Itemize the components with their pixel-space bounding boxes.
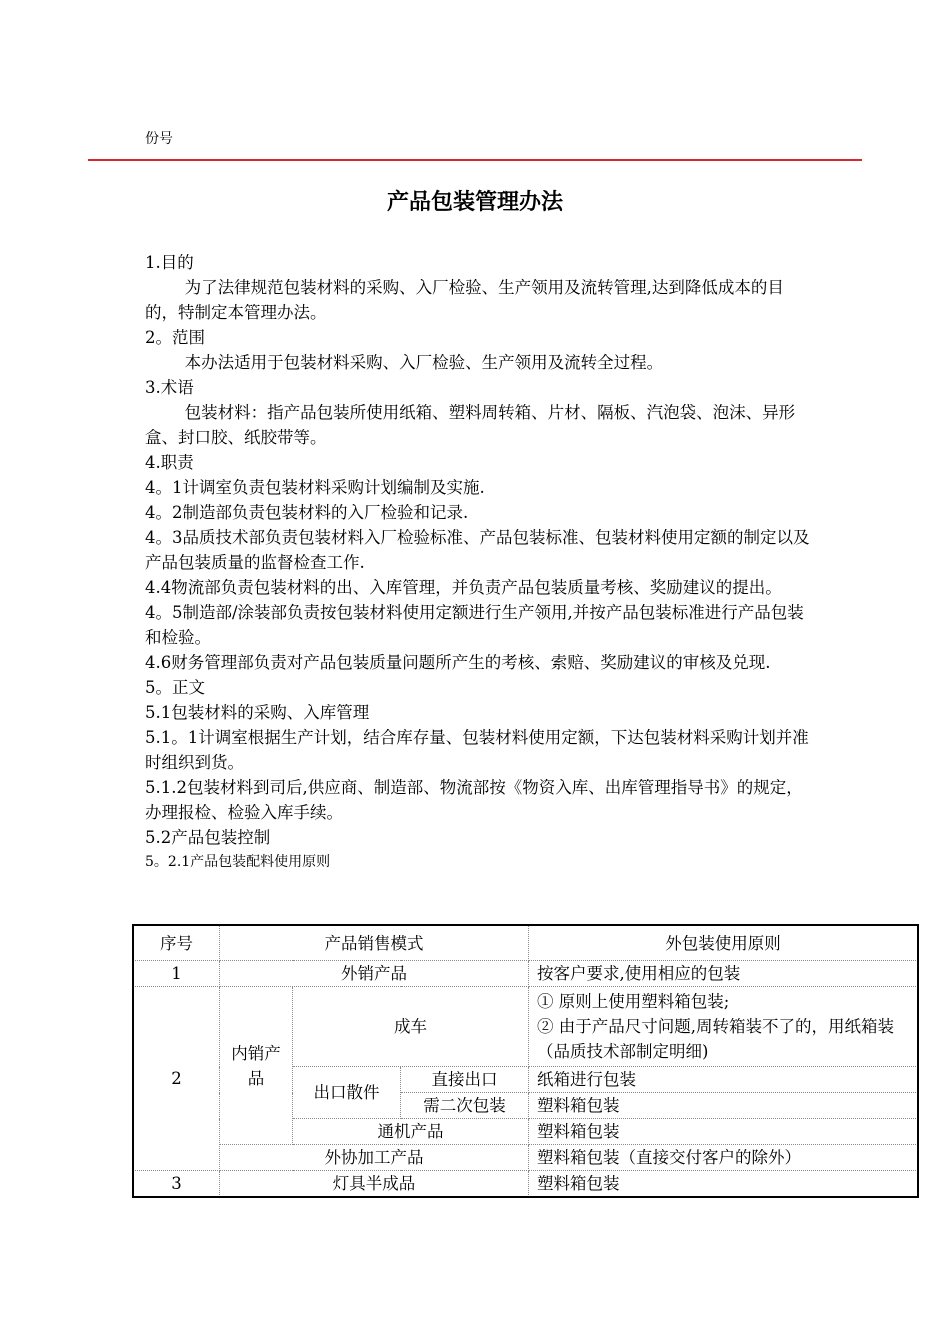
- cell-no: 1: [134, 961, 220, 987]
- principle-line: ② 由于产品尺寸问题,周转箱装不了的，用纸箱装（品质技术部制定明细): [537, 1017, 894, 1061]
- cell-direct-principle: 纸箱进行包装: [529, 1067, 918, 1093]
- header-rule: [88, 159, 862, 161]
- section-heading: 5。正文: [145, 678, 205, 697]
- header-label: 份号: [145, 131, 173, 147]
- paragraph: 4.6财务管理部负责对产品包装质量问题所产生的考核、索赔、奖励建议的审核及兑现.: [145, 653, 771, 672]
- cell-export-parts: 出口散件: [293, 1067, 401, 1119]
- cell-direct: 直接出口: [401, 1067, 529, 1093]
- paragraph: 4。2制造部负责包装材料的入厂检验和记录.: [145, 503, 469, 522]
- document-body: [145, 250, 810, 872]
- paragraph: 5.1。1计调室根据生产计划，结合库存量、包装材料使用定额，下达包装材料采购计划并准时组织到货。: [145, 728, 809, 772]
- paragraph: 为了法律规范包装材料的采购、入厂检验、生产领用及流转管理,达到降低成本的目的，特制定本管理办法。: [145, 278, 784, 322]
- section-heading: 3.术语: [145, 378, 194, 397]
- paragraph: 4。5制造部/涂装部负责按包装材料使用定额进行生产领用,并按产品包装标准进行产品包装和检验。: [145, 603, 804, 647]
- table-row: [134, 1171, 918, 1197]
- table-header-row: [134, 926, 918, 961]
- section-heading: 2。范围: [145, 328, 205, 347]
- principle-line: ① 原则上使用塑料箱包装;: [537, 992, 730, 1011]
- cell-principle: 塑料箱包装: [529, 1171, 918, 1197]
- cell-group: 内销产品: [220, 987, 293, 1145]
- cell-mode: 灯具半成品: [220, 1171, 529, 1197]
- cell-general-principle: 塑料箱包装: [529, 1119, 918, 1145]
- cell-mode: 外销产品: [220, 961, 529, 987]
- table-caption: 5。2.1产品包装配料使用原则: [145, 854, 331, 870]
- cell-no: 3: [134, 1171, 220, 1197]
- paragraph: 4。3品质技术部负责包装材料入厂检验标准、产品包装标准、包装材料使用定额的制定以及产品包装质量的监督检查工作.: [145, 528, 810, 572]
- packaging-principles-table: [133, 925, 918, 1197]
- paragraph: 4。1计调室负责包装材料采购计划编制及实施.: [145, 478, 485, 497]
- paragraph: 5.1包装材料的采购、入库管理: [145, 703, 370, 722]
- paragraph: 包装材料：指产品包装所使用纸箱、塑料周转箱、片材、隔板、汽泡袋、泡沫、异形盒、封口胶、纸胶带等。: [145, 403, 796, 447]
- cell-no: 2: [134, 987, 220, 1171]
- cell-repack: 需二次包装: [401, 1093, 529, 1119]
- section-heading: 4.职责: [145, 453, 194, 472]
- paragraph: 5.2产品包装控制: [145, 828, 271, 847]
- table-row: [134, 961, 918, 987]
- section-heading: 1.目的: [145, 253, 194, 272]
- cell-outsourced-principle: 塑料箱包装（直接交付客户的除外）: [529, 1145, 918, 1171]
- table-row: [134, 1145, 918, 1171]
- cell-vehicle-principle: [529, 987, 918, 1067]
- cell-principle: 按客户要求,使用相应的包装: [529, 961, 918, 987]
- paragraph: 5.1.2包装材料到司后,供应商、制造部、物流部按《物资入库、出库管理指导书》的规定，办理报检、检验入库手续。: [145, 778, 803, 822]
- cell-outsourced: 外协加工产品: [220, 1145, 529, 1171]
- header-mode: 产品销售模式: [220, 926, 529, 961]
- header-no: 序号: [134, 926, 220, 961]
- cell-general: 通机产品: [293, 1119, 529, 1145]
- paragraph: 4.4物流部负责包装材料的出、入库管理，并负责产品包装质量考核、奖励建议的提出。: [145, 578, 782, 597]
- paragraph: 本办法适用于包装材料采购、入厂检验、生产领用及流转全过程。: [184, 353, 664, 372]
- table-row: [134, 987, 918, 1067]
- document-title: 产品包装管理办法: [386, 189, 563, 215]
- header-principle: 外包装使用原则: [529, 926, 918, 961]
- cell-vehicle: 成车: [293, 987, 529, 1067]
- cell-repack-principle: 塑料箱包装: [529, 1093, 918, 1119]
